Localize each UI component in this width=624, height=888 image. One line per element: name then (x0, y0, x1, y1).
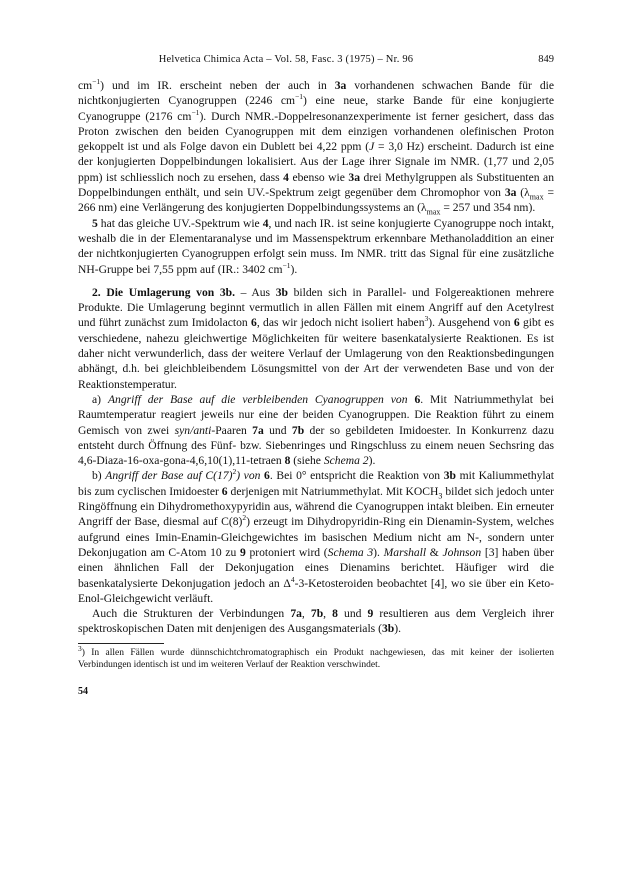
page-header (78, 52, 554, 66)
paragraph-attack-c17: b) Angriff der Base auf $C(17)^2$) von 6. Bei 0° entspricht die Reaktion von 3b mit Kaliummethylat bis zum cyclischen Imidoester 6 derjenigen mit Natriummethylat. Mit $KOCH_3$ bildet sich jedoch unter Ringöffnung ein Dihydromethoxypyridin aus, während die Cyanogruppen intakt bleiben. Ein erneuter Angriff der Base, diesmal auf $C(8)^2$) erzeugt im Dihydropyridin-Ring ein Dienamin-System, welches aufgrund eines Imin-Enamin-Gleichgewichtes im basischen Medium nicht am N-, sondern unter Dekonjugation am C-Atom 10 zu 9 protoniert wird (Schema 3). Marshall & Johnson [3] haben über einen ähnlichen Fall der Dekonjugation eines Dienamins berichtet. Häufiger wird die basenkatalysierte Dekonjugation jedoch an $\Delta^4-3$-Ketosteroiden beobachtet [4], wo sie über ein Keto-Enol-Gleichgewicht verläuft. (78, 467, 554, 605)
section-rearrangement-3b: 2. Die Umlagerung von 3b. – Aus 3b bilden sich in Parallel- und Folgereaktionen mehrere Produkte. Die Umlagerung beginnt vermutlich in allen Fällen mit einem Angriff auf den Acetylrest und führt zunächst zum Imidolacton 6, das wir jedoch nicht isoliert haben$^3$). Ausgehend von 6 gibt es verschiedene, nahezu gleichwertige Möglichkeiten für weitere basenkatalysierte Reaktionen. Es ist daher nicht verwunderlich, dass der weitere Verlauf der Umlagerung von den Reaktionsbedingungen abhängt, d.h. bei gleichbleibendem Lösungsmittel von der Art der verwendeten Base und von der Reaktionstemperatur. (78, 285, 554, 391)
footnote-divider (78, 643, 164, 644)
section-heading: 2. Die Umlagerung von 3b. (92, 285, 235, 299)
paragraph-attack-cyano: a) Angriff der Base auf die verbleibenden Cyanogruppen von 6. Mit Natriummethylat bei Raumtemperatur reagiert jeweils nur eine der beiden Cyanogruppen. Die Reaktion führt zu einem Gemisch von zwei syn/anti-Paaren 7a und 7b der so gebildeten Imidoester. In Konkurrenz dazu entsteht durch Öffnung des Fünf- bzw. Siebenringes und Ringschluss zu einem neuen Sechsring das 4,6-Diaza-16-oxa-gona-4,6,10(1),11-tetraen 8 (siehe Schema 2). (78, 392, 555, 468)
journal-page (78, 52, 554, 699)
paragraph-structures: Auch die Strukturen der Verbindungen 7a, 7b, 8 und 9 resultieren aus dem Vergleich ihrer spektroskopischen Daten mit denjenigen des Ausgangsmaterials (3b). (78, 607, 555, 636)
page-number: 849 (538, 54, 554, 65)
footnote-ref: 3 (424, 314, 429, 324)
footnote-marker: 3 (78, 643, 82, 653)
footnote: $^3$) In allen Fällen wurde dünnschichtchromatographisch ein Produkt nachgewiesen, das mit keiner der isolierten Verbindungen identisch ist und im weiteren Verlauf der Reaktion verschwindet. (78, 643, 554, 671)
paragraph-compound-5: 5 hat das gleiche UV.-Spektrum wie 4, und nach IR. ist seine konjugierte Cyanogruppe noch intakt, weshalb die in der Elementaranalyse und im Massenspektrum erkennbare Methanoladdition an einer der nichtkonjugierten Cyanogruppen erfolgt sein muss. Im NMR. tritt das Signal für eine zusätzliche NH-Gruppe bei 7,55 ppm auf (IR.: 3402 $cm^{-1}$). (78, 216, 554, 276)
folio: 54 (78, 685, 88, 697)
paragraph-spectra: $cm^{-1}$) und im IR. erscheint neben der auch in 3a vorhandenen schwachen Bande für die nichtkonjugierten Cyanogruppen (2246 $cm^{-1}$) eine neue, starke Bande für eine konjugierte Cyanogruppe (2176 $cm^{-1}$). Durch NMR.-Doppelresonanzexperimente ist ferner gesichert, dass das Proton zwischen den beiden Cyanogruppen mit dem einzigen vorhandenen olefinischen Proton gekoppelt ist und als Folge davon ein Dublett bei 4,22 ppm (J = 3,0 Hz) erscheint. Dadurch ist eine der konjugierten Doppelbindungen lokalisiert. Aus der Lage ihrer Signale im NMR. (1,77 und 2,05 ppm) ist schliesslich noch zu ersehen, dass 4 ebenso wie 3a drei Methylgruppen als Substituenten an Doppelbindungen enthält, und sein UV.-Spektrum zeigt gegenüber dem Chromophor von 3a ($\lambda_{max} = 266$ nm) eine Verlängerung des konjugierten Doppelbindungssystems an ($\lambda_{max} = 257$ und 354 nm). (78, 77, 555, 217)
running-head: Helvetica Chimica Acta – Vol. 58, Fasc. 3 (1975) – Nr. 96 (158, 54, 414, 65)
